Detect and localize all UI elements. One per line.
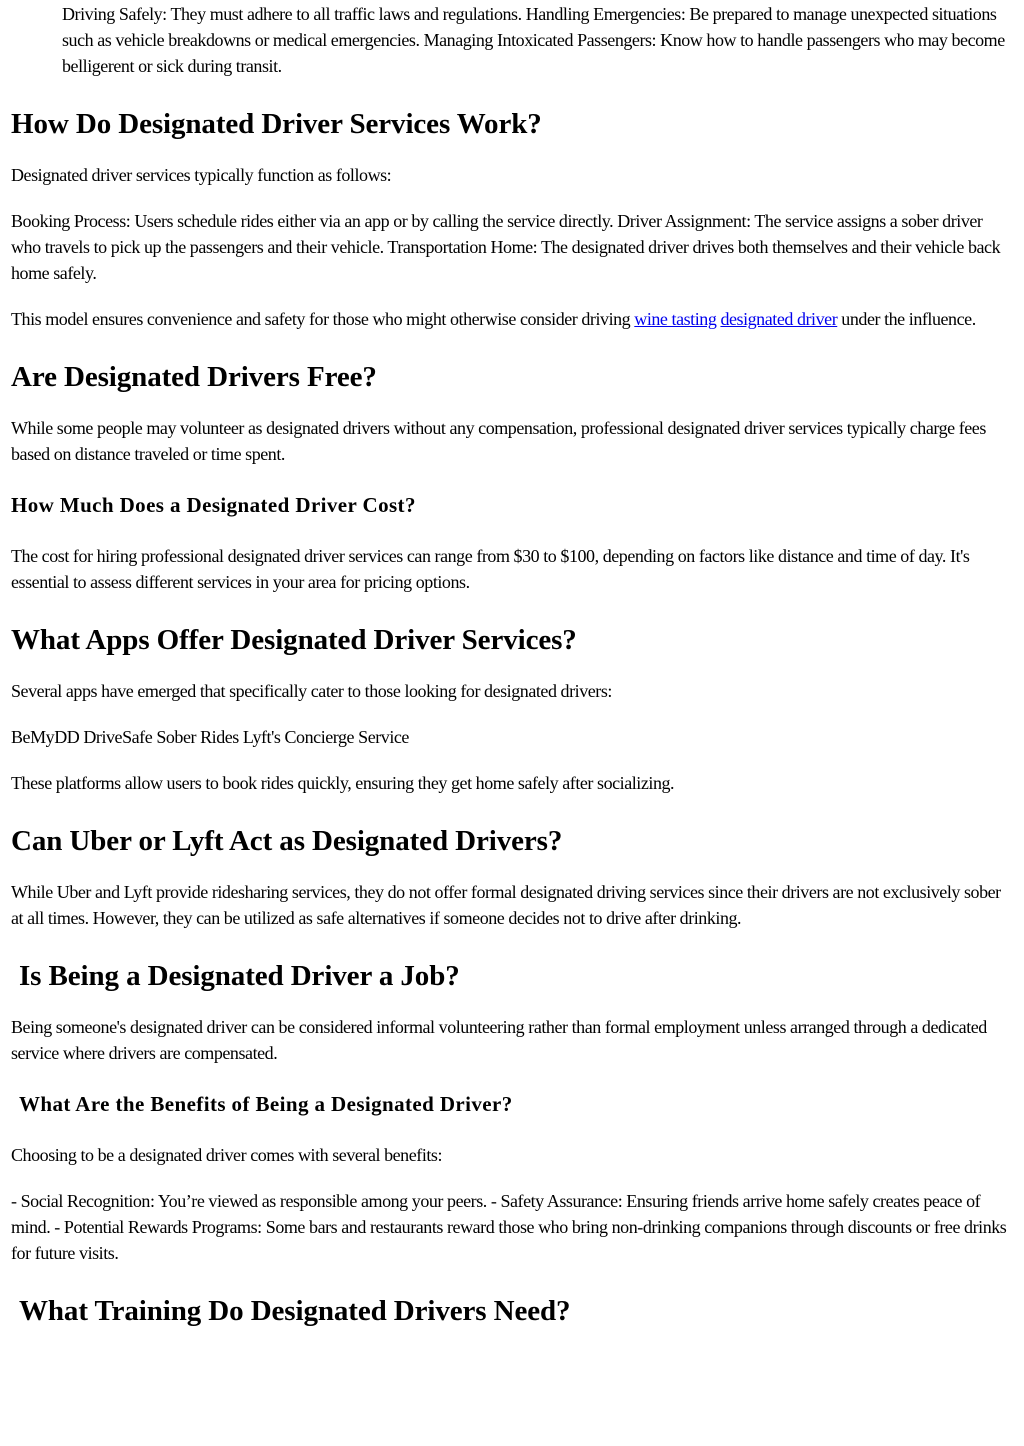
document-page: [11, 0, 1007, 1329]
paragraph-function: Designated driver services typically function as follows:: [11, 165, 392, 185]
heading-driver-job: Is Being a Designated Driver a Job?: [19, 960, 460, 992]
paragraph-benefits-list: - Social Recognition: You’re viewed as responsible among your peers. - Safety Assurance: Ensuring friends arrive home safely creates peace of mind. - Potential Rewards Programs: Some bars and restaurants reward those who bring non-drinking companions through discounts or free drinks for future visits.: [11, 1191, 1007, 1263]
paragraph-volunteer: While some people may volunteer as designated drivers without any compensation, professional designated driver services typically charge fees based on distance traveled or time spent.: [11, 418, 986, 464]
intro-list-paragraph: Driving Safely: They must adhere to all traffic laws and regulations. Handling Emergencies: Be prepared to manage unexpected situations such as vehicle breakdowns or medical emergencies. Managing Intoxicated Passengers: Know how to handle passengers who may become belligerent or sick during transit.: [62, 4, 1005, 76]
model-text-after: under the influence.: [837, 309, 976, 329]
heading-driver-cost: How Much Does a Designated Driver Cost?: [11, 493, 416, 517]
heading-training: What Training Do Designated Drivers Need?: [19, 1295, 571, 1327]
wine-tasting-link[interactable]: wine tasting: [634, 309, 717, 329]
heading-apps: What Apps Offer Designated Driver Services?: [11, 624, 577, 656]
designated-driver-link[interactable]: designated driver: [720, 309, 838, 329]
heading-how-services-work: How Do Designated Driver Services Work?: [11, 108, 542, 140]
paragraph-booking-process: Booking Process: Users schedule rides either via an app or by calling the service directly. Driver Assignment: The service assigns a sober driver who travels to pick up the passengers and their vehicle. Transportation Home: The designated driver drives both themselves and their vehicle back home safely.: [11, 211, 1001, 283]
paragraph-driver-job: Being someone's designated driver can be considered informal volunteering rather than formal employment unless arranged through a dedicated service where drivers are compensated.: [11, 1017, 987, 1063]
model-text-before: This model ensures convenience and safety for those who might otherwise consider driving: [11, 309, 635, 329]
paragraph-model: [11, 306, 1007, 332]
heading-uber-lyft: Can Uber or Lyft Act as Designated Drivers?: [11, 825, 563, 857]
paragraph-cost: The cost for hiring professional designated driver services can range from $30 to $100, depending on factors like distance and time of day. It's essential to assess different services in your area for pricing options.: [11, 546, 970, 592]
paragraph-benefits-intro: Choosing to be a designated driver comes with several benefits:: [11, 1145, 443, 1165]
paragraph-app-list: BeMyDD DriveSafe Sober Rides Lyft's Concierge Service: [11, 727, 409, 747]
heading-benefits: What Are the Benefits of Being a Designated Driver?: [19, 1092, 513, 1116]
paragraph-platforms: These platforms allow users to book rides quickly, ensuring they get home safely after socializing.: [11, 773, 675, 793]
heading-drivers-free: Are Designated Drivers Free?: [11, 361, 377, 393]
paragraph-uber-lyft: While Uber and Lyft provide ridesharing services, they do not offer formal designated driving services since their drivers are not exclusively sober at all times. However, they can be utilized as safe alternatives if someone decides not to drive after drinking.: [11, 882, 1001, 928]
paragraph-apps: Several apps have emerged that specifically cater to those looking for designated drivers:: [11, 681, 612, 701]
